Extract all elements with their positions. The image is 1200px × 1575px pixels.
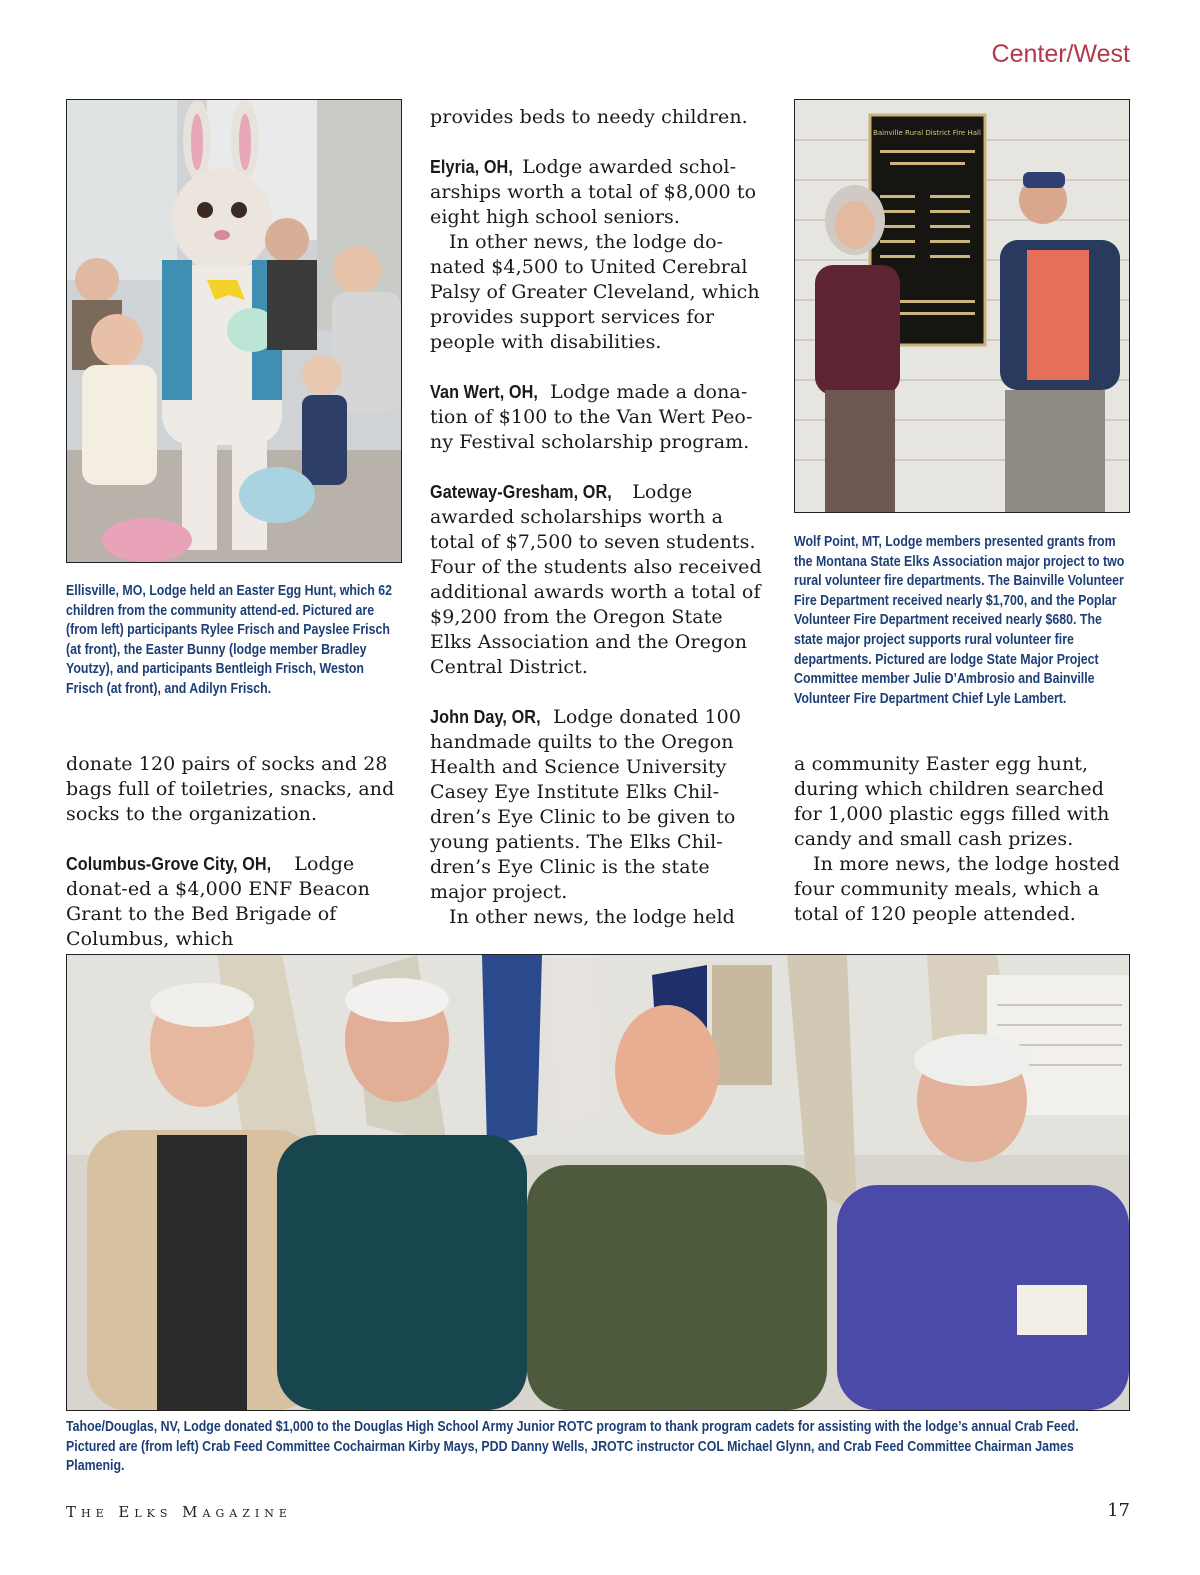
columbus-text: Lodge donat-ed a $4,000 ENF Beacon Grant to the Bed Brigade of Columbus, which [66, 853, 370, 950]
col2-paragraph-1: provides beds to needy children. [430, 106, 748, 128]
group-photo-illustration [67, 955, 1129, 1410]
wolfpoint-caption-place: Wolf Point, MT, [794, 534, 882, 550]
columbus-lodge-name: Columbus-Grove City, OH, [66, 854, 272, 874]
column-1 [66, 752, 406, 952]
magazine-title: The Elks Magazine [66, 1503, 292, 1521]
tahoe-caption [66, 1418, 1124, 1477]
page-number: 17 [1107, 1500, 1130, 1521]
elyria-lodge-name: Elyria, OH, [430, 157, 513, 177]
elyria-text: Lodge awarded schol-arships worth a total of $8,000 to eight high school seniors. [430, 156, 757, 228]
ellisville-photo [66, 99, 402, 563]
tahoe-caption-text: Lodge donated $1,000 to the Douglas High School Army Junior ROTC program to thank program cadets for assisting with the lodge’s annual Crab Feed. Pictured are (from left) Crab Feed Committee Cochairman Kirby Mays, PDD Danny Wells, JROTC instructor COL Michael Glynn, and Crab Feed Committee Chairman James Plamenig. [66, 1419, 1079, 1475]
elyria-more-paragraph: In other news, the lodge do-nated $4,500 to United Cerebral Palsy of Greater Cleveland, which provides support services for people with disabilities. [430, 231, 760, 353]
vanwert-text: Lodge made a dona-tion of $100 to the Van Wert Peo-ny Festival scholarship program. [430, 381, 753, 453]
easter-bunny-photo-illustration [67, 100, 401, 562]
tahoe-photo [66, 954, 1130, 1411]
col1-paragraph-1: donate 120 pairs of socks and 28 bags full of toiletries, snacks, and socks to the organization. [66, 753, 395, 825]
gateway-paragraph [430, 480, 770, 680]
gateway-lodge-name: Gateway-Gresham, OR, [430, 482, 612, 502]
fire-hall-photo-illustration [795, 100, 1129, 512]
wolfpoint-caption [794, 533, 1129, 709]
johnday-text: Lodge donated 100 handmade quilts to the Oregon Health and Science University Casey Eye Institute Elks Chil-dren’s Eye Clinic to be given to young patients. The Elks Chil-dren’s Eye Clinic is the state major project. [430, 706, 742, 903]
tahoe-caption-place: Tahoe/Douglas, NV, [66, 1419, 181, 1435]
column-2 [430, 105, 770, 930]
wolfpoint-photo [794, 99, 1130, 513]
column-3 [794, 752, 1134, 927]
elyria-paragraph [430, 155, 770, 230]
johnday-more-paragraph: In other news, the lodge held [449, 906, 735, 928]
johnday-lodge-name: John Day, OR, [430, 707, 541, 727]
johnday-paragraph [430, 705, 770, 905]
ellisville-caption [66, 582, 401, 700]
wolfpoint-caption-text: Lodge members presented grants from the Montana State Elks Association major project to two rural volunteer fire departments. The Bainville Volunteer Fire Department received nearly $1,700, and the Poplar Volunteer Fire Department received nearly $680. The state major project supports rural volunteer fire departments. Pictured are lodge State Major Project Committee member Julie D’Ambrosio and Bainville Volunteer Fire Department Chief Lyle Lambert. [794, 534, 1125, 707]
col1-columbus-paragraph [66, 852, 406, 952]
ellisville-caption-place: Ellisville, MO, [66, 583, 146, 599]
col3-paragraph-1: a community Easter egg hunt, during which children searched for 1,000 plastic eggs filled with candy and small cash prizes. [794, 753, 1110, 850]
col3-paragraph-2: In more news, the lodge hosted four community meals, which a total of 120 people attended. [794, 853, 1120, 925]
ellisville-caption-text: Lodge held an Easter Egg Hunt, which 62 children from the community attend-ed. Pictured are (from left) participants Rylee Frisch and Payslee Frisch (at front), the Easter Bunny (lodge member Bradley Youtzy), and participants Bentleigh Frisch, Weston Frisch (at front), and Adilyn Frisch. [66, 583, 392, 697]
gateway-text: Lodge awarded scholarships worth a total of $7,500 to seven students. Four of the students also received additional awards worth a total of $9,200 from the Oregon State Elks Association and the Oregon Central District. [430, 481, 762, 678]
plaque-title: Bainville Rural District Fire Hall [873, 129, 981, 137]
vanwert-paragraph [430, 380, 770, 455]
vanwert-lodge-name: Van Wert, OH, [430, 382, 538, 402]
section-heading: Center/West [991, 40, 1130, 68]
